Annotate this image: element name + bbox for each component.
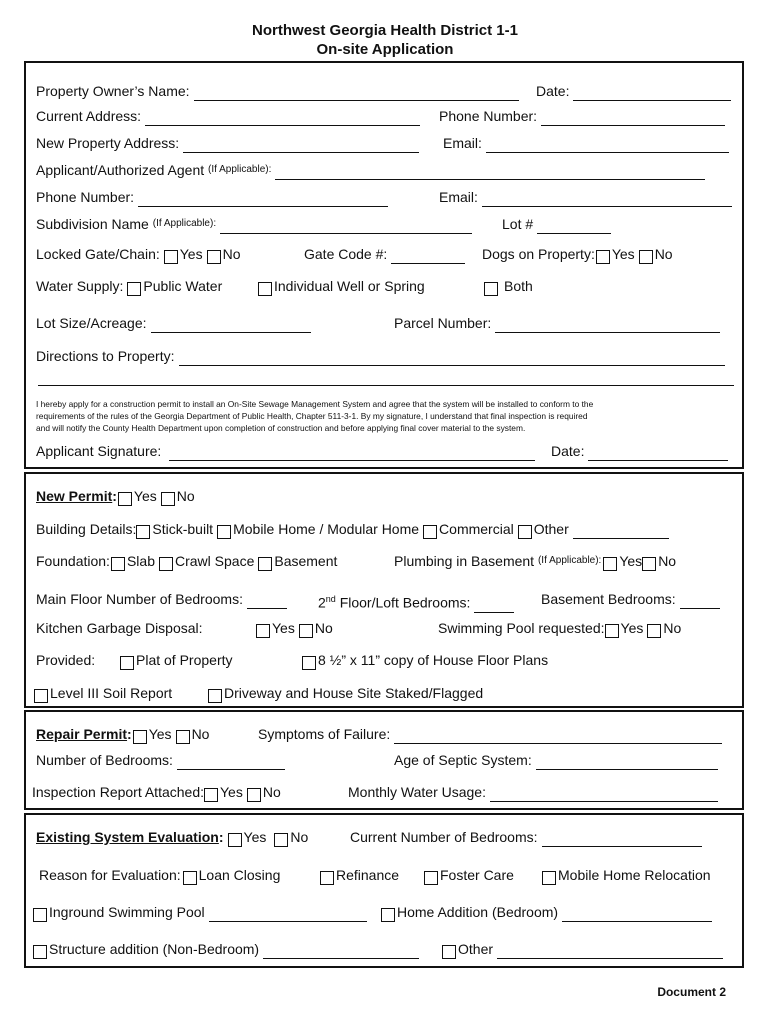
repair-yes-checkbox[interactable] (133, 730, 147, 744)
crawl-space-label: Crawl Space (174, 553, 255, 569)
signature-row (36, 441, 732, 461)
current-address-field[interactable] (145, 111, 420, 126)
existing-no-label: No (290, 829, 309, 845)
dogs-yes-checkbox[interactable] (596, 250, 610, 264)
inspection-no-label: No (262, 784, 281, 800)
water-usage-label: Monthly Water Usage: (348, 784, 486, 800)
document-number: Document 2 (657, 985, 726, 999)
home-addition-checkbox[interactable] (381, 908, 395, 922)
mobile-home-checkbox[interactable] (217, 525, 231, 539)
plumbing-yes-label: Yes (619, 553, 643, 569)
dogs-yes-label: Yes (611, 246, 635, 262)
directions-label: Directions to Property: (36, 348, 175, 364)
new-permit-no-label: No (176, 488, 195, 504)
existing-system-row (36, 827, 732, 847)
second-floor-text: Floor/Loft Bedrooms: (335, 594, 471, 611)
other-building-checkbox[interactable] (518, 525, 532, 539)
owner-name-field[interactable] (194, 86, 519, 101)
gate-code-field[interactable] (391, 249, 465, 264)
repair-bedrooms-field[interactable] (177, 755, 285, 770)
public-water-checkbox[interactable] (127, 282, 141, 296)
form-title-line2: On-site Application (316, 41, 454, 58)
agent-field[interactable] (275, 165, 705, 180)
pool-addition-row (36, 902, 732, 922)
lot-size-field[interactable] (151, 318, 311, 333)
basement-label: Basement (274, 553, 338, 569)
home-addition-label: Home Addition (Bedroom) (397, 904, 559, 920)
structure-addition-checkbox[interactable] (33, 945, 47, 959)
reason-label: Reason for Evaluation: (39, 867, 181, 883)
both-label: Both (504, 278, 533, 294)
refinance-checkbox[interactable] (320, 871, 334, 885)
form-title-line1: Northwest Georgia Health District 1-1 (252, 22, 518, 39)
legal-line-1: I hereby apply for a construction permit to install an On-Site Sewage Management System and agree that the system will be installed to conform to the (36, 399, 594, 409)
home-addition-field[interactable] (562, 907, 712, 922)
pool-no-label: No (663, 620, 682, 636)
signature-date-field[interactable] (588, 446, 728, 461)
floor-plans-checkbox[interactable] (302, 656, 316, 670)
provided-row (36, 650, 732, 670)
mobile-home-label: Mobile Home / Modular Home (233, 521, 420, 537)
owner-info-section (24, 61, 744, 469)
staked-label: Driveway and House Site Staked/Flagged (224, 685, 484, 701)
new-permit-no-checkbox[interactable] (161, 492, 175, 506)
commercial-checkbox[interactable] (423, 525, 437, 539)
new-permit-header: New Permit (36, 488, 113, 504)
pool-yes-label: Yes (620, 620, 644, 636)
new-permit-yes-label: Yes (133, 488, 157, 504)
pool-yes-checkbox[interactable] (605, 624, 619, 638)
basement-checkbox[interactable] (258, 557, 272, 571)
form-title (0, 21, 770, 59)
phone-number-field[interactable] (541, 111, 725, 126)
other-evaluation-label: Other (458, 941, 494, 957)
current-bedrooms-field[interactable] (542, 832, 702, 847)
slab-label: Slab (126, 553, 155, 569)
repair-yes-label: Yes (148, 726, 172, 742)
new-address-label: New Property Address: (36, 135, 180, 151)
slab-checkbox[interactable] (111, 557, 125, 571)
foster-care-label: Foster Care (440, 867, 514, 883)
reason-row (36, 865, 732, 885)
inspection-no-checkbox[interactable] (247, 788, 261, 802)
inspection-yes-checkbox[interactable] (204, 788, 218, 802)
structure-addition-field[interactable] (263, 944, 419, 959)
new-permit-colon: : (112, 488, 117, 504)
existing-yes-label: Yes (243, 829, 267, 845)
symptoms-field[interactable] (394, 729, 722, 744)
agent-if-applicable: (If Applicable): (208, 164, 272, 175)
garbage-label: Kitchen Garbage Disposal: (36, 620, 203, 636)
owner-name-row (36, 81, 732, 101)
main-floor-label: Main Floor Number of Bedrooms: (36, 591, 243, 607)
date-label: Date: (536, 83, 570, 99)
structure-addition-label: Structure addition (Non-Bedroom) (49, 941, 260, 957)
subdivision-field[interactable] (220, 219, 472, 234)
staked-checkbox[interactable] (208, 689, 222, 703)
inspection-row (32, 782, 732, 802)
plat-checkbox[interactable] (120, 656, 134, 670)
date-field[interactable] (573, 86, 731, 101)
directions-field[interactable] (179, 351, 725, 366)
signature-date-label: Date: (551, 443, 585, 459)
agent-contact-row (36, 187, 732, 207)
new-permit-yes-checkbox[interactable] (118, 492, 132, 506)
plumbing-no-label: No (658, 553, 677, 569)
repair-bedrooms-row (36, 750, 732, 770)
other-evaluation-field[interactable] (497, 944, 723, 959)
email-field[interactable] (486, 138, 729, 153)
signature-field[interactable] (169, 446, 535, 461)
plat-label: Plat of Property (136, 652, 233, 668)
age-label: Age of Septic System: (394, 752, 532, 768)
basement-bedrooms-label: Basement Bedrooms: (541, 591, 676, 607)
subdivision-label: Subdivision Name (36, 216, 149, 232)
pool-no-checkbox[interactable] (647, 624, 661, 638)
repair-permit-row (36, 724, 732, 744)
inground-pool-field[interactable] (209, 907, 367, 922)
lot-size-label: Lot Size/Acreage: (36, 315, 147, 331)
legal-statement (36, 398, 732, 434)
garbage-pool-row (36, 618, 732, 638)
inspection-yes-label: Yes (220, 784, 243, 800)
plumbing-yes-checkbox[interactable] (603, 557, 617, 571)
commercial-label: Commercial (439, 521, 514, 537)
main-floor-field[interactable] (247, 594, 287, 609)
foundation-row (36, 551, 732, 571)
directions-field-2[interactable] (38, 371, 734, 386)
basement-bedrooms-field[interactable] (680, 594, 720, 609)
public-water-label: Public Water (143, 278, 223, 294)
garbage-yes-checkbox[interactable] (256, 624, 270, 638)
garbage-no-label: No (314, 620, 333, 636)
other-evaluation-checkbox[interactable] (442, 945, 456, 959)
well-checkbox[interactable] (258, 282, 272, 296)
existing-no-checkbox[interactable] (274, 833, 288, 847)
stick-built-checkbox[interactable] (136, 525, 150, 539)
agent-phone-field[interactable] (138, 192, 388, 207)
legal-line-2: requirements of the rules of the Georgia Department of Public Health, Chapter 511-3-1. By my signature, I understand that final inspection is required (36, 411, 588, 421)
existing-system-header: Existing System Evaluation (36, 829, 219, 845)
inspection-label: Inspection Report Attached: (32, 784, 204, 800)
current-bedrooms-label: Current Number of Bedrooms: (350, 829, 538, 845)
water-supply-row (36, 276, 732, 296)
legal-line-3: and will notify the County Health Department upon completion of construction and before applying final cover material to the system. (36, 423, 526, 433)
pool-label: Swimming Pool requested: (438, 620, 605, 636)
second-floor-number: 2 (318, 594, 326, 611)
email-label: Email: (443, 135, 482, 151)
dogs-no-label: No (654, 246, 673, 262)
subdivision-row (36, 214, 732, 234)
well-label: Individual Well or Spring (274, 278, 425, 294)
other-building-field[interactable] (573, 524, 669, 539)
inground-pool-checkbox[interactable] (33, 908, 47, 922)
provided-label: Provided: (36, 652, 96, 668)
new-permit-section (24, 472, 744, 708)
new-permit-row (36, 486, 732, 506)
existing-system-section (24, 813, 744, 968)
locked-gate-yes-checkbox[interactable] (164, 250, 178, 264)
locked-gate-yes-label: Yes (179, 246, 203, 262)
structure-addition-row (36, 939, 732, 959)
refinance-label: Refinance (336, 867, 400, 883)
phone-number-label: Phone Number: (439, 108, 538, 124)
inground-pool-label: Inground Swimming Pool (49, 904, 205, 920)
agent-label: Applicant/Authorized Agent (36, 162, 205, 178)
existing-yes-checkbox[interactable] (228, 833, 242, 847)
dogs-no-checkbox[interactable] (639, 250, 653, 264)
building-details-row (36, 519, 732, 539)
lot-field[interactable] (537, 219, 611, 234)
plumbing-label: Plumbing in Basement (394, 553, 535, 569)
directions-row-2 (36, 371, 732, 391)
garbage-no-checkbox[interactable] (299, 624, 313, 638)
directions-row (36, 346, 732, 366)
owner-name-label: Property Owner’s Name: (36, 83, 190, 99)
subdivision-if-applicable: (If Applicable): (152, 218, 217, 229)
locked-gate-no-label: No (222, 246, 241, 262)
signature-label: Applicant Signature: (36, 443, 162, 459)
locked-gate-label: Locked Gate/Chain: (36, 246, 160, 262)
second-floor-suffix: nd (325, 594, 336, 604)
water-usage-field[interactable] (490, 787, 718, 802)
agent-email-label: Email: (439, 189, 478, 205)
existing-system-colon: : (218, 829, 224, 845)
mobile-relocation-checkbox[interactable] (542, 871, 556, 885)
both-checkbox[interactable] (484, 282, 498, 296)
repair-permit-header: Repair Permit (36, 726, 128, 742)
soil-report-label: Level III Soil Report (50, 685, 173, 701)
repair-permit-colon: : (127, 726, 132, 742)
new-address-row (36, 133, 732, 153)
stick-built-label: Stick-built (152, 521, 214, 537)
dogs-label: Dogs on Property: (482, 246, 595, 262)
crawl-space-checkbox[interactable] (159, 557, 173, 571)
garbage-yes-label: Yes (272, 620, 295, 636)
new-address-field[interactable] (183, 138, 419, 153)
soil-report-row (36, 683, 732, 703)
agent-row (36, 160, 732, 180)
mobile-relocation-label: Mobile Home Relocation (558, 867, 711, 883)
soil-report-checkbox[interactable] (34, 689, 48, 703)
foundation-label: Foundation: (36, 553, 110, 569)
second-floor-label (318, 589, 470, 613)
current-address-label: Current Address: (36, 108, 142, 124)
floor-plans-label: 8 ½” x 11” copy of House Floor Plans (318, 652, 549, 668)
age-field[interactable] (536, 755, 718, 770)
repair-no-checkbox[interactable] (176, 730, 190, 744)
loan-closing-label: Loan Closing (198, 867, 281, 883)
agent-email-field[interactable] (482, 192, 732, 207)
water-supply-label: Water Supply: (36, 278, 124, 294)
second-floor-field[interactable] (474, 598, 514, 613)
parcel-label: Parcel Number: (394, 315, 492, 331)
lot-label: Lot # (502, 216, 534, 232)
gate-code-label: Gate Code #: (304, 246, 388, 262)
parcel-field[interactable] (495, 318, 720, 333)
loan-closing-checkbox[interactable] (183, 871, 197, 885)
agent-phone-label: Phone Number: (36, 189, 135, 205)
current-address-row (36, 106, 732, 126)
locked-gate-row (36, 244, 732, 264)
repair-permit-section (24, 710, 744, 810)
bedrooms-row (36, 589, 732, 609)
lot-size-row (36, 313, 732, 333)
other-building-label: Other (533, 521, 569, 537)
plumbing-no-checkbox[interactable] (642, 557, 656, 571)
plumbing-if-applicable: (If Applicable): (537, 555, 602, 566)
symptoms-label: Symptoms of Failure: (258, 726, 391, 742)
building-details-label: Building Details: (36, 521, 137, 537)
foster-care-checkbox[interactable] (424, 871, 438, 885)
repair-no-label: No (191, 726, 210, 742)
repair-bedrooms-label: Number of Bedrooms: (36, 752, 173, 768)
locked-gate-no-checkbox[interactable] (207, 250, 221, 264)
